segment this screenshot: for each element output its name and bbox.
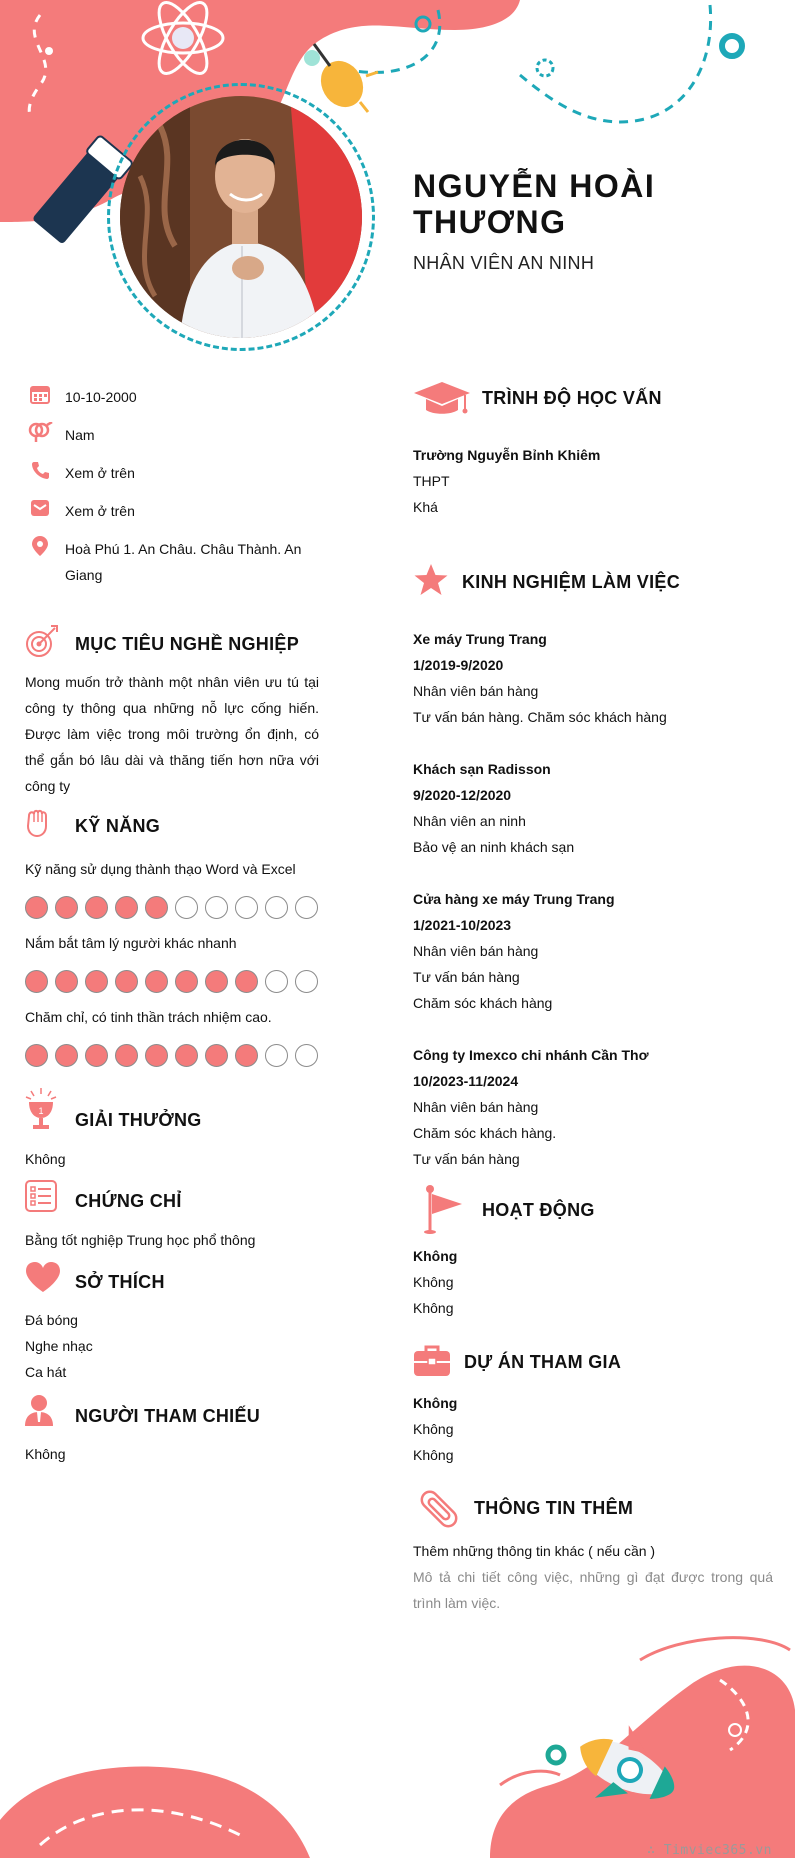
work-detail: Chăm sóc khách hàng. <box>413 1125 557 1141</box>
work-period: 1/2021-10/2023 <box>413 917 512 933</box>
references-text: Không <box>25 1446 66 1462</box>
rating-dot-filled <box>25 896 48 919</box>
skill-label: Chăm chỉ, có tinh thần trách nhiệm cao. <box>25 1009 272 1025</box>
rating-dot-filled <box>85 1044 108 1067</box>
rating-dot-filled <box>205 970 228 993</box>
skill-label: Kỹ năng sử dụng thành thạo Word và Excel <box>25 861 296 877</box>
company-name: Công ty Imexco chi nhánh Cần Thơ <box>413 1047 649 1063</box>
education-entry <box>413 442 773 520</box>
rating-dot-filled <box>115 1044 138 1067</box>
skill-rating <box>25 1044 318 1067</box>
experience-item <box>413 756 773 860</box>
full-name: NGUYỄN HOÀI THƯƠNG <box>413 168 656 240</box>
activity-line: Không <box>413 1274 454 1290</box>
rating-dot-filled <box>85 896 108 919</box>
work-detail: Nhân viên bán hàng <box>413 943 539 959</box>
work-detail: Tư vấn bán hàng <box>413 969 520 985</box>
trophy-icon <box>25 1088 57 1137</box>
experience-item <box>413 626 773 730</box>
rating-dot-filled <box>115 896 138 919</box>
avatar <box>120 96 362 338</box>
target-icon <box>25 624 59 663</box>
contact-email <box>25 498 335 524</box>
person-icon <box>25 1394 53 1431</box>
rating-dot-empty <box>295 896 318 919</box>
briefcase-icon <box>413 1345 451 1382</box>
rating-dot-filled <box>175 970 198 993</box>
work-period: 1/2019-9/2020 <box>413 657 504 673</box>
references-title: NGƯỜI THAM CHIẾU <box>75 1406 261 1426</box>
awards-text: Không <box>25 1151 66 1167</box>
gender-value: Nam <box>65 427 95 443</box>
phone-icon <box>25 460 55 482</box>
experience-item <box>413 886 773 1016</box>
rating-dot-empty <box>295 1044 318 1067</box>
rating-dot-filled <box>55 896 78 919</box>
hobby-item: Đá bóng <box>25 1312 78 1328</box>
rating-dot-filled <box>145 1044 168 1067</box>
footer-decoration <box>0 1620 800 1858</box>
skill-label: Nắm bắt tâm lý người khác nhanh <box>25 935 237 951</box>
hobbies-list <box>25 1307 93 1385</box>
email-value: Xem ở trên <box>65 503 135 519</box>
more-info-line: Thêm những thông tin khác ( nếu cần ) <box>413 1543 656 1559</box>
hobby-item: Nghe nhạc <box>25 1338 93 1354</box>
activity-line: Không <box>413 1300 454 1316</box>
contact-birthday <box>25 384 335 410</box>
rating-dot-empty <box>295 970 318 993</box>
company-name: Cửa hàng xe máy Trung Trang <box>413 891 615 907</box>
work-detail: Tư vấn bán hàng. Chăm sóc khách hàng <box>413 709 667 725</box>
rating-dot-empty <box>265 970 288 993</box>
contact-phone <box>25 460 335 486</box>
project-line: Không <box>413 1447 454 1463</box>
rating-dot-filled <box>55 1044 78 1067</box>
education-grade: Khá <box>413 499 438 515</box>
hobby-item: Ca hát <box>25 1364 67 1380</box>
activities-title: HOẠT ĐỘNG <box>482 1200 595 1220</box>
location-pin-icon <box>25 536 55 558</box>
company-name: Xe máy Trung Trang <box>413 631 547 647</box>
fist-icon <box>25 806 49 843</box>
experience-title: KINH NGHIỆM LÀM VIỆC <box>462 572 681 592</box>
more-info-description: Mô tả chi tiết công việc, những gì đạt được trong quá trình làm việc. <box>413 1569 773 1611</box>
rating-dot-filled <box>85 970 108 993</box>
rating-dot-filled <box>25 970 48 993</box>
objective-text: Mong muốn trở thành một nhân viên ưu tú tại công ty thông qua những nỗ lực cống hiến. Được làm việc trong môi trường ổn định, có thể gắn bó lâu dài và thăng tiến hơn nữa với công ty <box>25 674 319 794</box>
project-line: Không <box>413 1421 454 1437</box>
contact-gender <box>25 422 335 448</box>
rating-dot-filled <box>25 1044 48 1067</box>
skill-rating <box>25 896 318 919</box>
skill-rating <box>25 970 318 993</box>
work-detail: Chăm sóc khách hàng <box>413 995 553 1011</box>
work-detail: Nhân viên bán hàng <box>413 1099 539 1115</box>
certificates-title: CHỨNG CHỈ <box>75 1191 182 1211</box>
education-level: THPT <box>413 473 450 489</box>
rating-dot-filled <box>145 970 168 993</box>
birthday-value: 10-10-2000 <box>65 389 137 405</box>
address-value: Hoà Phú 1. An Châu. Châu Thành. An Giang <box>65 541 302 583</box>
rating-dot-empty <box>265 896 288 919</box>
rating-dot-empty <box>175 896 198 919</box>
paperclip-icon <box>418 1488 460 1535</box>
work-period: 9/2020-12/2020 <box>413 787 512 803</box>
rating-dot-empty <box>235 896 258 919</box>
work-period: 10/2023-11/2024 <box>413 1073 519 1089</box>
contact-address <box>25 536 335 588</box>
gender-icon <box>25 422 55 444</box>
certificates-text: Bằng tốt nghiệp Trung học phổ thông <box>25 1232 256 1248</box>
work-detail: Nhân viên an ninh <box>413 813 526 829</box>
graduation-cap-icon <box>413 380 471 421</box>
education-title: TRÌNH ĐỘ HỌC VẤN <box>482 388 662 408</box>
job-title: NHÂN VIÊN AN NINH <box>413 253 595 273</box>
svg-text:1: 1 <box>38 1106 44 1116</box>
heart-icon <box>25 1261 61 1298</box>
skills-title: KỸ NĂNG <box>75 816 161 836</box>
checklist-icon <box>25 1180 57 1217</box>
rating-dot-filled <box>145 896 168 919</box>
rating-dot-filled <box>235 1044 258 1067</box>
hobbies-title: SỞ THÍCH <box>75 1272 165 1292</box>
activities-list <box>413 1243 773 1321</box>
objective-title: MỤC TIÊU NGHỀ NGHIỆP <box>75 634 300 654</box>
rating-dot-filled <box>55 970 78 993</box>
rating-dot-filled <box>205 1044 228 1067</box>
star-icon <box>413 563 449 602</box>
projects-list <box>413 1390 773 1468</box>
activity-line: Không <box>413 1248 458 1264</box>
work-detail: Tư vấn bán hàng <box>413 1151 520 1167</box>
calendar-icon <box>25 384 55 406</box>
more-info-title: THÔNG TIN THÊM <box>474 1498 634 1518</box>
phone-value: Xem ở trên <box>65 465 135 481</box>
rating-dot-filled <box>235 970 258 993</box>
flag-icon <box>424 1184 464 1239</box>
experience-item <box>413 1042 773 1172</box>
awards-title: GIẢI THƯỞNG <box>75 1110 202 1130</box>
rating-dot-empty <box>205 896 228 919</box>
work-detail: Nhân viên bán hàng <box>413 683 539 699</box>
company-name: Khách sạn Radisson <box>413 761 551 777</box>
project-line: Không <box>413 1395 458 1411</box>
rating-dot-filled <box>115 970 138 993</box>
projects-title: DỰ ÁN THAM GIA <box>464 1352 622 1372</box>
watermark: ∴ Timviec365.vn <box>647 1843 772 1858</box>
email-icon <box>25 498 55 520</box>
rating-dot-empty <box>265 1044 288 1067</box>
rating-dot-filled <box>175 1044 198 1067</box>
school-name: Trường Nguyễn Bỉnh Khiêm <box>413 447 601 463</box>
work-detail: Bảo vệ an ninh khách sạn <box>413 839 575 855</box>
